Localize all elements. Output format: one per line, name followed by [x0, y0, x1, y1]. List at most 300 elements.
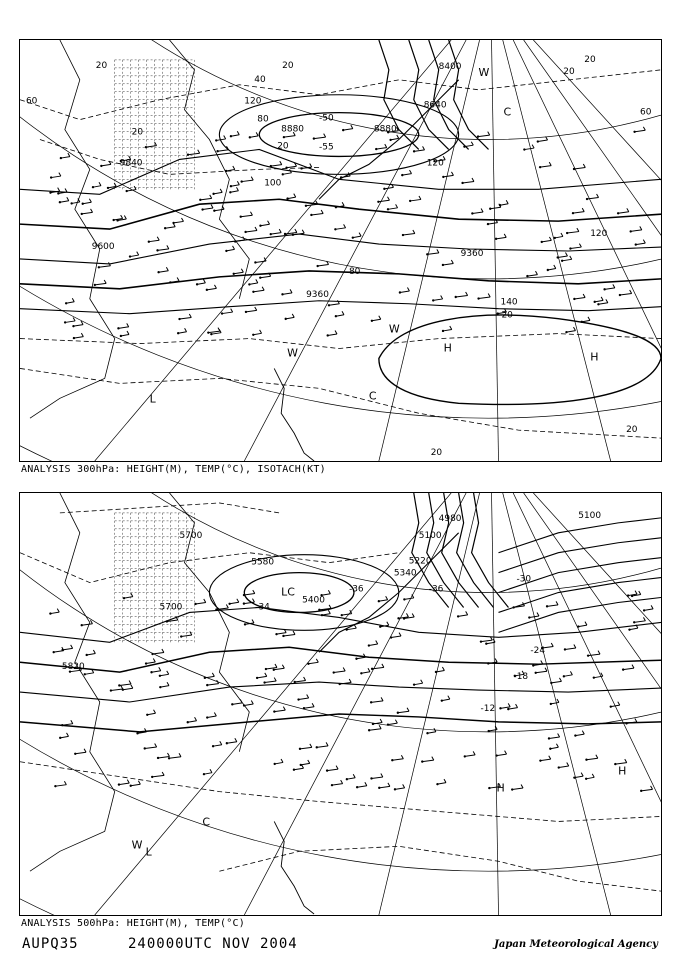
- station-dot: [528, 616, 530, 618]
- wind-barb-flag: [308, 760, 310, 763]
- wind-barb-flag: [190, 632, 192, 635]
- valid-time: 240000UTC NOV 2004: [128, 936, 298, 952]
- station-dot: [403, 598, 405, 600]
- wind-barb: [214, 209, 224, 210]
- station-dot: [281, 293, 283, 295]
- wind-barb: [152, 775, 164, 776]
- wind-barb: [308, 662, 318, 663]
- wind-barb-flag: [131, 685, 133, 688]
- wind-barb: [605, 288, 615, 289]
- wind-barb: [50, 612, 59, 613]
- pressure-center-symbol: H: [496, 781, 505, 795]
- wind-barb: [227, 742, 237, 743]
- station-dot: [118, 684, 120, 686]
- pressure-center-symbol: C: [503, 105, 512, 119]
- station-dot: [402, 234, 404, 236]
- wind-barb-flag: [89, 199, 91, 202]
- wind-barb-flag: [365, 782, 367, 785]
- wind-barb: [288, 197, 296, 198]
- station-dot: [628, 628, 630, 630]
- wind-barb-flag: [379, 725, 381, 728]
- wind-barb: [620, 294, 632, 295]
- wind-barb: [266, 668, 277, 669]
- wind-barb-flag: [532, 145, 534, 148]
- wind-barb-flag: [251, 177, 253, 180]
- wind-barb-flag: [283, 707, 285, 710]
- station-dot: [123, 597, 125, 599]
- station-dot: [212, 745, 214, 747]
- wind-barb-flag: [419, 196, 421, 199]
- wind-barb: [60, 736, 68, 737]
- station-dot: [413, 150, 415, 152]
- wind-barb: [153, 653, 164, 654]
- station-dot: [230, 135, 232, 137]
- wind-barb: [634, 621, 645, 622]
- wind-barb-flag: [168, 753, 170, 756]
- wind-barb-flag: [293, 631, 295, 634]
- wind-barb-flag: [635, 591, 637, 594]
- wind-barb-flag: [412, 614, 414, 617]
- meridian-line: [95, 40, 451, 461]
- pressure-center-symbol: H: [443, 341, 452, 355]
- station-dot: [82, 203, 84, 205]
- station-dot: [539, 166, 541, 168]
- station-dot: [57, 192, 59, 194]
- station-dot: [421, 760, 423, 762]
- station-dot: [541, 241, 543, 243]
- wind-barb: [456, 296, 468, 297]
- wind-barb: [479, 297, 491, 298]
- station-dot: [603, 288, 605, 290]
- wind-barb-flag: [198, 150, 200, 153]
- station-dot: [187, 721, 189, 723]
- wind-barb-flag: [399, 633, 401, 636]
- station-dot: [563, 675, 565, 677]
- station-dot: [297, 698, 299, 700]
- wind-barb-flag: [598, 651, 600, 654]
- wind-barb-flag: [643, 617, 645, 620]
- station-dot: [300, 764, 302, 766]
- station-dot: [254, 261, 256, 263]
- station-dot: [305, 205, 307, 207]
- wind-barb-flag: [256, 132, 258, 135]
- wind-barb: [472, 212, 483, 213]
- station-dot: [442, 264, 444, 266]
- wind-barb: [398, 711, 409, 712]
- station-dot: [282, 635, 284, 637]
- wind-barb: [555, 236, 563, 237]
- wind-barb: [496, 237, 506, 238]
- station-dot: [263, 681, 265, 683]
- wind-barb-flag: [336, 766, 338, 769]
- wind-barb-flag: [153, 659, 155, 662]
- wind-barb-flag: [265, 673, 267, 676]
- wind-barb-flag: [613, 284, 615, 287]
- wind-barb: [342, 614, 352, 615]
- station-dot: [177, 332, 179, 334]
- station-dot: [399, 291, 401, 293]
- station-dot: [221, 312, 223, 314]
- pressure-center-symbol: L: [149, 392, 156, 406]
- height-contour: [449, 40, 489, 149]
- station-dot: [564, 648, 566, 650]
- wind-barb: [260, 276, 270, 277]
- wind-barb: [361, 672, 370, 673]
- wind-barb-flag: [121, 686, 123, 689]
- station-dot: [318, 609, 320, 611]
- station-dot: [86, 654, 88, 656]
- station-dot: [204, 677, 206, 679]
- wind-barb: [558, 256, 568, 257]
- wind-barb-flag: [328, 590, 330, 593]
- wind-barb-flag: [167, 245, 169, 248]
- height-contour: [472, 493, 509, 607]
- wind-barb-flag: [437, 249, 439, 252]
- station-dot: [581, 321, 583, 323]
- height-contour: [409, 40, 449, 149]
- wind-barb: [169, 757, 181, 758]
- wind-barb-flag: [280, 161, 282, 164]
- wind-barb: [294, 768, 304, 769]
- station-dot: [585, 759, 587, 761]
- wind-barb-flag: [506, 200, 508, 203]
- wind-barb: [178, 332, 186, 333]
- wind-barb: [357, 786, 367, 787]
- wind-barb-flag: [570, 256, 572, 259]
- station-dot: [256, 677, 258, 679]
- station-dot: [436, 783, 438, 785]
- wind-barb: [234, 272, 244, 273]
- wind-barb-flag: [343, 668, 345, 671]
- station-dot: [313, 137, 315, 139]
- station-dot: [487, 662, 489, 664]
- wind-barb: [402, 174, 411, 175]
- wind-barb-flag: [312, 703, 314, 706]
- wind-barb-flag: [354, 625, 356, 628]
- wind-barb: [55, 785, 66, 786]
- station-dot: [178, 318, 180, 320]
- station-dot: [245, 311, 247, 313]
- wind-barb: [73, 325, 83, 326]
- station-dot: [156, 249, 158, 251]
- station-dot: [275, 633, 277, 635]
- wind-barb-flag: [556, 601, 558, 604]
- wind-barb-flag: [451, 172, 453, 175]
- wind-barb-flag: [166, 267, 168, 270]
- wind-barb: [149, 240, 159, 241]
- wind-barb-flag: [138, 781, 140, 784]
- wind-barb: [574, 168, 585, 169]
- wind-barb-flag: [129, 681, 131, 684]
- wind-barb-flag: [379, 316, 381, 319]
- wind-barb-flag: [549, 756, 551, 759]
- station-dot: [292, 234, 294, 236]
- wind-barb: [551, 681, 561, 682]
- wind-barb-flag: [124, 215, 126, 218]
- station-dot: [130, 785, 132, 787]
- wind-barb: [188, 153, 200, 154]
- station-dot: [164, 227, 166, 229]
- station-dot: [341, 614, 343, 616]
- wind-barb: [540, 166, 551, 167]
- pressure-center-symbol: H: [590, 350, 599, 364]
- wind-barb-flag: [606, 299, 608, 302]
- contour-value-label: -50: [319, 113, 334, 124]
- station-dot: [196, 283, 198, 285]
- station-dot: [212, 193, 214, 195]
- wind-barb-flag: [220, 189, 222, 192]
- wind-barb-flag: [237, 131, 239, 134]
- station-dot: [72, 325, 74, 327]
- wind-barb-flag: [235, 738, 237, 741]
- station-dot: [225, 170, 227, 172]
- latitude-line: [20, 40, 661, 418]
- station-dot: [455, 296, 457, 298]
- wind-barb: [295, 680, 306, 681]
- wind-barb-flag: [155, 142, 157, 145]
- station-dot: [463, 145, 465, 147]
- station-dot: [284, 233, 286, 235]
- wind-barb-flag: [99, 182, 101, 185]
- contour-value-label: 20: [95, 60, 108, 71]
- wind-barb: [578, 625, 587, 626]
- station-dot: [397, 617, 399, 619]
- wind-barb-flag: [310, 163, 312, 166]
- wind-barb: [311, 213, 323, 214]
- wind-barb-flag: [407, 708, 409, 711]
- wind-barb: [490, 207, 501, 208]
- wind-barb: [121, 334, 129, 335]
- latitude-line: [20, 493, 661, 871]
- station-dot: [243, 602, 245, 604]
- wind-barb: [391, 636, 401, 637]
- contour-value-label: 20: [282, 60, 294, 71]
- wind-barb: [422, 760, 433, 761]
- map-300hpa-svg: [20, 40, 661, 461]
- wind-barb: [180, 318, 192, 319]
- wind-barb-flag: [596, 755, 598, 758]
- station-dot: [532, 664, 534, 666]
- wind-barb-flag: [432, 757, 434, 760]
- wind-barb-flag: [481, 208, 483, 211]
- contour-value-label: -36: [428, 584, 444, 595]
- wind-barb-flag: [324, 134, 326, 137]
- station-dot: [573, 298, 575, 300]
- contour-value-label: 100: [264, 178, 282, 189]
- station-dot: [546, 605, 548, 607]
- station-dot: [81, 213, 83, 215]
- wind-barb: [595, 300, 603, 301]
- wind-barb-flag: [252, 619, 254, 622]
- wind-barb-flag: [58, 188, 60, 191]
- station-dot: [610, 705, 612, 707]
- wind-barb: [565, 648, 576, 649]
- wind-barb: [74, 337, 83, 338]
- wind-barb: [51, 176, 61, 177]
- station-dot: [213, 210, 215, 212]
- wind-barb-flag: [643, 240, 645, 243]
- wind-barb: [644, 609, 653, 610]
- wind-barb-flag: [137, 252, 139, 255]
- station-dot: [614, 763, 616, 765]
- wind-barb: [146, 146, 157, 147]
- wind-barb-flag: [240, 699, 242, 702]
- contour-value-label: -34: [255, 602, 270, 613]
- station-dot: [368, 729, 370, 731]
- wind-barb: [274, 668, 285, 669]
- wind-barb: [384, 187, 393, 188]
- wind-barb: [379, 600, 388, 601]
- wind-barb: [207, 684, 218, 685]
- wind-barb: [65, 321, 75, 322]
- station-dot: [495, 754, 497, 756]
- wind-barb-flag: [448, 696, 450, 699]
- station-dot: [64, 321, 66, 323]
- wind-barb-flag: [220, 741, 222, 744]
- wind-barb: [564, 675, 573, 676]
- station-dot: [84, 673, 86, 675]
- wind-barb: [574, 776, 583, 777]
- wind-barb-flag: [472, 178, 474, 181]
- wind-barb-flag: [582, 731, 584, 734]
- station-dot: [65, 302, 67, 304]
- station-dot: [550, 703, 552, 705]
- wind-barb-flag: [337, 300, 339, 303]
- wind-barb: [437, 783, 446, 784]
- station-dot: [145, 146, 147, 148]
- wind-barb: [547, 605, 558, 606]
- station-dot: [378, 600, 380, 602]
- wind-barb: [63, 648, 73, 649]
- map-500hpa-svg: [20, 493, 661, 915]
- station-dot: [487, 223, 489, 225]
- wind-barb-flag: [282, 665, 284, 668]
- wind-barb: [559, 766, 569, 767]
- wind-barb: [283, 634, 295, 635]
- wind-barb: [111, 689, 123, 690]
- station-dot: [629, 230, 631, 232]
- pressure-center-symbol: L: [145, 845, 152, 859]
- wind-barb-flag: [127, 331, 129, 334]
- wind-barb: [336, 315, 344, 316]
- station-dot: [331, 784, 333, 786]
- wind-barb-flag: [397, 135, 399, 138]
- station-dot: [426, 732, 428, 734]
- wind-barb: [329, 304, 339, 305]
- coastline-philippines: [274, 368, 314, 461]
- wind-barb: [286, 317, 295, 318]
- wind-barb-flag: [359, 233, 361, 236]
- wind-barb: [72, 202, 80, 203]
- station-dot: [435, 671, 437, 673]
- wind-barb: [575, 734, 584, 735]
- station-dot: [561, 260, 563, 262]
- wind-barb: [130, 255, 139, 256]
- wind-barb: [635, 130, 646, 131]
- wind-barb: [369, 644, 378, 645]
- wind-barb-flag: [250, 212, 252, 215]
- station-dot: [157, 757, 159, 759]
- wind-barb: [304, 707, 314, 708]
- wind-barb: [542, 240, 552, 241]
- station-dot: [488, 730, 490, 732]
- station-dot: [310, 214, 312, 216]
- station-dot: [151, 776, 153, 778]
- station-dot: [391, 759, 393, 761]
- wind-barb: [371, 701, 383, 702]
- station-dot: [199, 199, 201, 201]
- wind-barb: [550, 747, 558, 748]
- wind-barb-flag: [155, 744, 157, 747]
- wind-barb-flag: [157, 237, 159, 240]
- wind-barb: [414, 683, 423, 684]
- station-dot: [110, 689, 112, 691]
- wind-barb: [636, 243, 646, 244]
- wind-barb: [327, 769, 338, 770]
- station-dot: [300, 167, 302, 169]
- station-dot: [122, 689, 124, 691]
- wind-barb: [119, 684, 131, 685]
- station-dot: [70, 202, 72, 204]
- station-dot: [118, 783, 120, 785]
- isotach-contour: [20, 368, 661, 438]
- height-contour: [20, 271, 661, 289]
- contour-value-label: 20: [430, 448, 443, 459]
- contour-value-label: 40: [254, 74, 266, 85]
- wind-barb-flag: [134, 186, 136, 189]
- wind-barb-flag: [573, 327, 575, 330]
- wind-barb-flag: [251, 701, 253, 704]
- station-dot: [558, 766, 560, 768]
- station-dot: [228, 603, 230, 605]
- station-dot: [342, 129, 344, 131]
- station-dot: [252, 334, 254, 336]
- isotach-contour: [20, 334, 661, 349]
- station-dot: [586, 198, 588, 200]
- station-dot: [489, 208, 491, 210]
- wind-barb-flag: [321, 210, 323, 213]
- wind-barb: [527, 275, 537, 276]
- station-dot: [126, 190, 128, 192]
- station-dot: [240, 216, 242, 218]
- wind-barb: [62, 724, 73, 725]
- contour-value-label: 120: [590, 229, 608, 240]
- wind-barb: [207, 716, 216, 717]
- height-contour: [499, 518, 661, 553]
- station-dot: [159, 686, 161, 688]
- wind-barb: [93, 186, 101, 187]
- wind-barb: [538, 140, 548, 141]
- station-dot: [215, 139, 217, 141]
- wind-barb: [317, 746, 328, 747]
- wind-barb: [260, 224, 269, 225]
- wind-barb: [277, 633, 287, 634]
- wind-barb-flag: [262, 287, 264, 290]
- station-dot: [259, 277, 261, 279]
- wind-barb-flag: [630, 290, 632, 293]
- wind-barb-flag: [549, 162, 551, 165]
- wind-barb: [586, 777, 594, 778]
- station-dot: [333, 671, 335, 673]
- wind-barb-flag: [554, 265, 556, 268]
- wind-barb-flag: [353, 774, 355, 777]
- wind-barb-flag: [344, 224, 346, 227]
- wind-barb-flag: [488, 294, 490, 297]
- contour-value-label: 8400: [438, 61, 462, 72]
- station-dot: [225, 250, 227, 252]
- station-dot: [557, 256, 559, 258]
- station-dot: [587, 654, 589, 656]
